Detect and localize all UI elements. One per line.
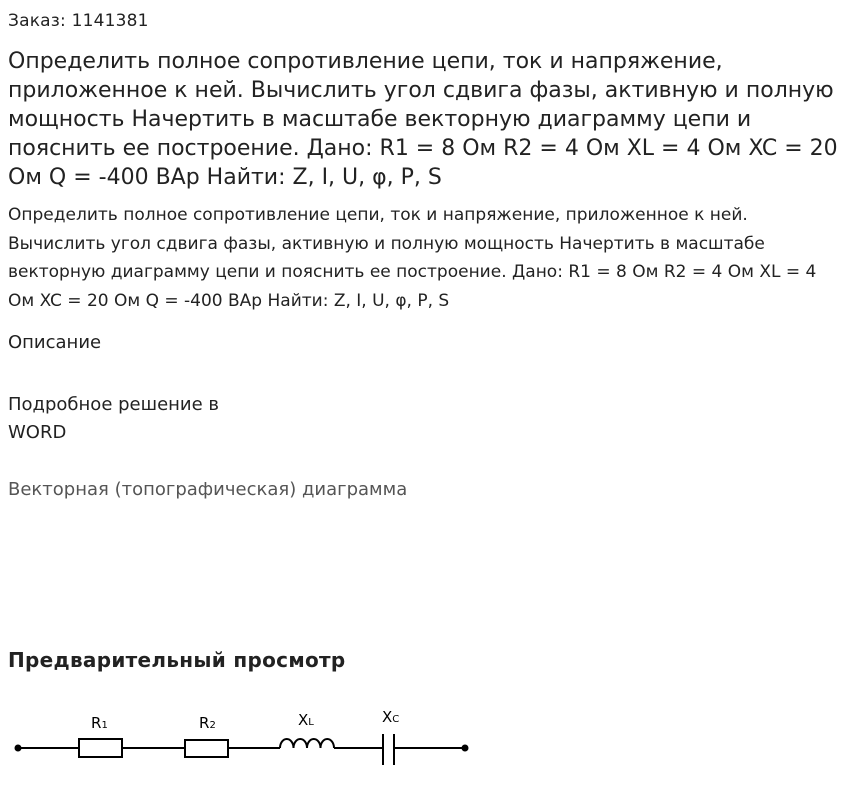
problem-description: Определить полное сопротивление цепи, ток и напряжение, приложенное к ней. Вычислить угол сдвига фазы, активную и полную мощность Начертить в масштабе векторную диаграмму цепи и пояснить ее построение. Дано: R1 = 8 Ом R2 = 4 Ом XL = 4 Ом XC = 20 Ом Q = -400 ВАр Найти: Z, I, U, φ, P, S <box>8 205 817 311</box>
order-number: Заказ: 1141381 <box>8 11 149 31</box>
solution-note: Подробное решение в WORD <box>8 394 220 443</box>
preview-heading: Предварительный просмотр <box>8 648 346 672</box>
output-terminal <box>463 746 468 751</box>
vector-diagram-note: Векторная (топографическая) диаграмма <box>8 479 408 500</box>
label-r2: R2 <box>199 714 216 732</box>
label-xl: XL <box>298 711 314 729</box>
resistor-r1 <box>79 739 122 757</box>
description-heading: Описание <box>8 332 102 353</box>
problem-title: Определить полное сопротивление цепи, ток и напряжение, приложенное к ней. Вычислить угол сдвига фазы, активную и полную мощность Начертить в масштабе векторную диаграмму цепи и пояснить ее построение. Дано: R1 = 8 Ом R2 = 4 Ом XL = 4 Ом XC = 20 Ом Q = -400 ВАр Найти: Z, I, U, φ, P, S <box>8 49 838 190</box>
circuit-diagram <box>0 700 480 780</box>
resistor-r2 <box>185 740 228 757</box>
inductor-xl <box>280 739 334 748</box>
label-r1: R1 <box>91 714 108 732</box>
label-xc: XC <box>382 708 400 726</box>
